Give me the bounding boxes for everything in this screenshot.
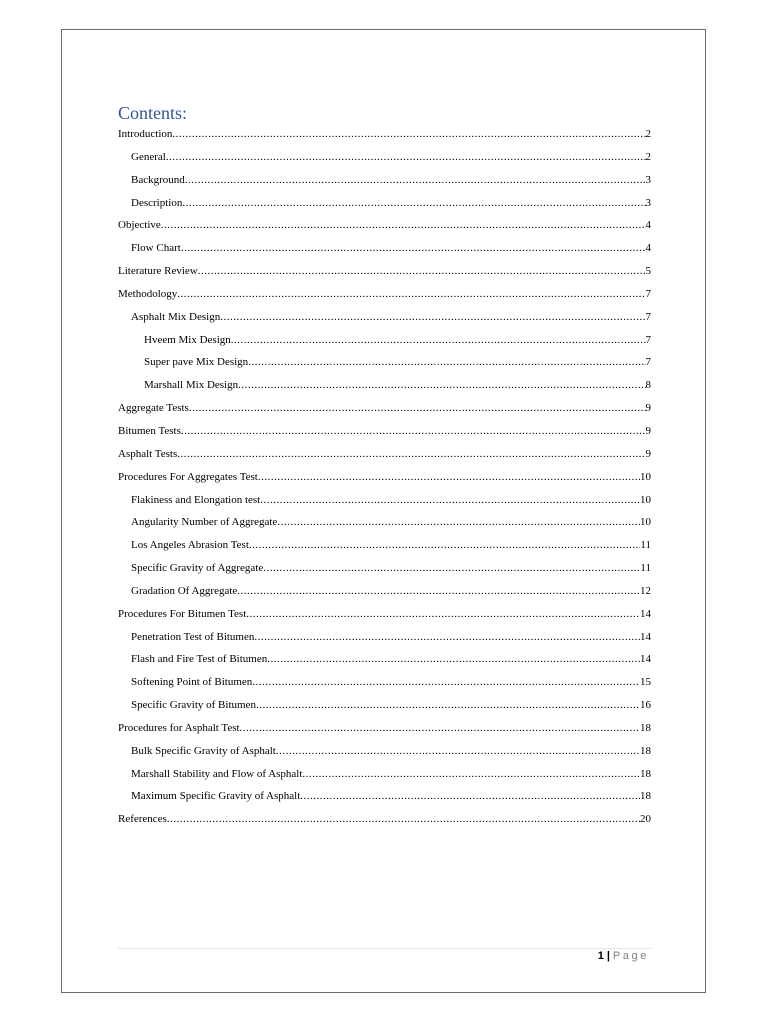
toc-dot-leader [167,808,640,831]
toc-dot-leader [220,306,645,329]
toc-entry[interactable] [118,420,651,443]
toc-entry-page-number[interactable]: 9 [645,402,651,415]
toc-entry[interactable] [118,397,651,420]
toc-entry-page-number[interactable]: 18 [640,744,651,757]
toc-entry-title[interactable]: References [118,813,167,826]
toc-entry[interactable] [118,169,651,192]
toc-entry-title[interactable]: Asphalt Mix Design [131,310,221,323]
toc-dot-leader [185,169,646,192]
toc-entry[interactable] [118,648,651,671]
toc-dot-leader [267,648,640,671]
toc-entry-title[interactable]: Objective [118,219,161,232]
toc-entry-page-number[interactable]: 18 [640,721,651,734]
footer-separator: | [606,950,610,962]
toc-entry-page-number[interactable]: 7 [645,310,651,323]
toc-dot-leader [260,489,640,512]
toc-entry[interactable] [118,717,651,740]
toc-entry-title[interactable]: Aggregate Tests [118,402,189,415]
toc-entry-page-number[interactable]: 2 [645,128,651,140]
toc-entry-title[interactable]: Bitumen Tests [118,424,181,437]
toc-entry[interactable] [118,671,651,694]
toc-entry-page-number[interactable]: 15 [640,676,651,689]
toc-entry-page-number[interactable]: 10 [640,470,651,483]
toc-entry-page-number[interactable]: 14 [640,653,651,666]
toc-entry-title[interactable]: Specific Gravity of Bitumen [131,699,256,712]
toc-entry[interactable] [118,192,651,215]
toc-dot-leader [240,717,640,740]
toc-entry-page-number[interactable]: 14 [640,607,651,620]
toc-dot-leader [258,466,640,489]
footer-page-number: 1 [597,950,604,962]
toc-dot-leader [276,740,640,763]
toc-entry-title[interactable]: Marshall Mix Design [144,379,239,392]
toc-entry[interactable] [118,146,651,169]
toc-entry[interactable] [118,283,651,306]
toc-dot-leader [300,785,640,808]
toc-entry[interactable] [118,763,651,786]
toc-entry-page-number[interactable]: 3 [645,173,651,186]
toc-dot-leader [252,671,640,694]
toc-entry-page-number[interactable]: 2 [645,150,651,163]
toc-entry[interactable] [118,466,651,489]
toc-entry[interactable] [118,214,651,237]
toc-entry-page-number[interactable]: 10 [640,493,651,506]
toc-entry[interactable] [118,237,651,260]
toc-dot-leader [198,260,646,283]
toc-entry-title[interactable]: Maximum Specific Gravity of Asphalt [131,790,301,803]
toc-entry-page-number[interactable]: 20 [640,813,651,826]
toc-dot-leader [254,626,640,649]
toc-entry[interactable] [118,511,651,534]
toc-dot-leader [181,420,646,443]
toc-entry[interactable] [118,785,651,808]
toc-entry-page-number[interactable]: 7 [645,356,651,369]
toc-entry[interactable] [118,306,651,329]
toc-entry-page-number[interactable]: 10 [640,516,651,529]
toc-entry[interactable] [118,740,651,763]
footer-divider [118,948,651,949]
toc-entry-page-number[interactable]: 5 [645,265,651,278]
table-of-contents [118,123,651,831]
toc-entry-page-number[interactable]: 16 [640,699,651,712]
toc-dot-leader [182,192,645,215]
toc-entry-title[interactable]: Gradation Of Aggregate [131,584,238,597]
toc-entry-page-number[interactable]: 12 [640,584,651,597]
toc-entry-title[interactable]: Procedures for Asphalt Test [118,721,240,734]
toc-entry[interactable] [118,580,651,603]
toc-entry[interactable] [118,694,651,717]
toc-entry-title[interactable]: Specific Gravity of Aggregate [131,562,264,575]
toc-heading: Contents: [118,103,188,123]
toc-entry-title[interactable]: Flakiness and Elongation test [131,493,261,506]
toc-entry[interactable] [118,626,651,649]
toc-dot-leader [166,146,646,169]
toc-entry-page-number[interactable]: 14 [640,630,651,643]
toc-entry[interactable] [118,489,651,512]
toc-entry-title[interactable]: Description [131,196,183,209]
toc-entry-page-number[interactable]: 4 [645,219,651,232]
toc-entry-title[interactable]: Asphalt Tests [118,447,178,460]
toc-entry[interactable] [118,374,651,397]
toc-entry[interactable] [118,557,651,580]
toc-dot-leader [172,123,645,146]
toc-dot-leader [249,534,641,557]
toc-entry-title[interactable]: Procedures For Aggregates Test [118,470,258,483]
toc-entry-title[interactable]: Angularity Number of Aggregate [131,516,278,529]
toc-entry-title[interactable]: Bulk Specific Gravity of Asphalt [131,744,276,757]
toc-entry-title[interactable]: Procedures For Bitumen Test [118,607,247,620]
toc-dot-leader [277,511,640,534]
toc-entry[interactable] [118,534,651,557]
toc-dot-leader [302,763,640,786]
toc-dot-leader [256,694,640,717]
toc-entry[interactable] [118,123,651,146]
toc-entry-title[interactable]: Los Angeles Abrasion Test [131,539,249,552]
toc-entry[interactable] [118,260,651,283]
toc-entry-title[interactable]: Literature Review [118,265,198,278]
toc-entry-page-number[interactable]: 9 [645,424,651,437]
toc-entry-page-number[interactable]: 7 [645,287,651,300]
toc-dot-leader [238,374,645,397]
toc-dot-leader [189,397,646,420]
toc-dot-leader [231,329,646,352]
toc-entry-title[interactable]: Methodology [118,287,178,300]
toc-entry-title[interactable]: Flash and Fire Test of Bitumen [131,653,268,666]
page-footer [598,949,649,963]
toc-entry-title[interactable]: Flow Chart [131,242,181,255]
toc-entry-page-number[interactable]: 11 [640,562,651,575]
toc-entry-page-number[interactable]: 11 [640,539,651,552]
toc-entry-page-number[interactable]: 3 [645,196,651,209]
toc-entry-page-number[interactable]: 18 [640,790,651,803]
toc-dot-leader [177,283,645,306]
toc-entry-page-number[interactable]: 8 [645,379,651,392]
toc-entry[interactable] [118,443,651,466]
toc-entry[interactable] [118,603,651,626]
toc-entry-title[interactable]: Penetration Test of Bitumen [131,630,255,643]
toc-dot-leader [177,443,645,466]
toc-entry-page-number[interactable]: 7 [645,333,651,346]
toc-entry-page-number[interactable]: 18 [640,767,651,780]
toc-entry-title[interactable]: Super pave Mix Design [144,356,249,369]
toc-entry-page-number[interactable]: 4 [645,242,651,255]
toc-entry-title[interactable]: Softening Point of Bitumen [131,676,253,689]
footer-page-label: Page [612,950,649,962]
toc-dot-leader [248,351,645,374]
toc-entry-title[interactable]: Background [131,173,185,186]
toc-entry-title[interactable]: Introduction [118,128,173,140]
document-page [61,29,706,993]
toc-dot-leader [181,237,646,260]
toc-entry-title[interactable]: General [131,150,166,163]
toc-dot-leader [246,603,640,626]
toc-dot-leader [161,214,646,237]
toc-entry[interactable] [118,808,651,831]
toc-entry-title[interactable]: Marshall Stability and Flow of Asphalt [131,767,303,780]
toc-dot-leader [237,580,640,603]
toc-dot-leader [263,557,640,580]
toc-entry-title[interactable]: Hveem Mix Design [144,333,231,346]
toc-entry-page-number[interactable]: 9 [645,447,651,460]
toc-entry[interactable] [118,329,651,352]
toc-entry[interactable] [118,351,651,374]
